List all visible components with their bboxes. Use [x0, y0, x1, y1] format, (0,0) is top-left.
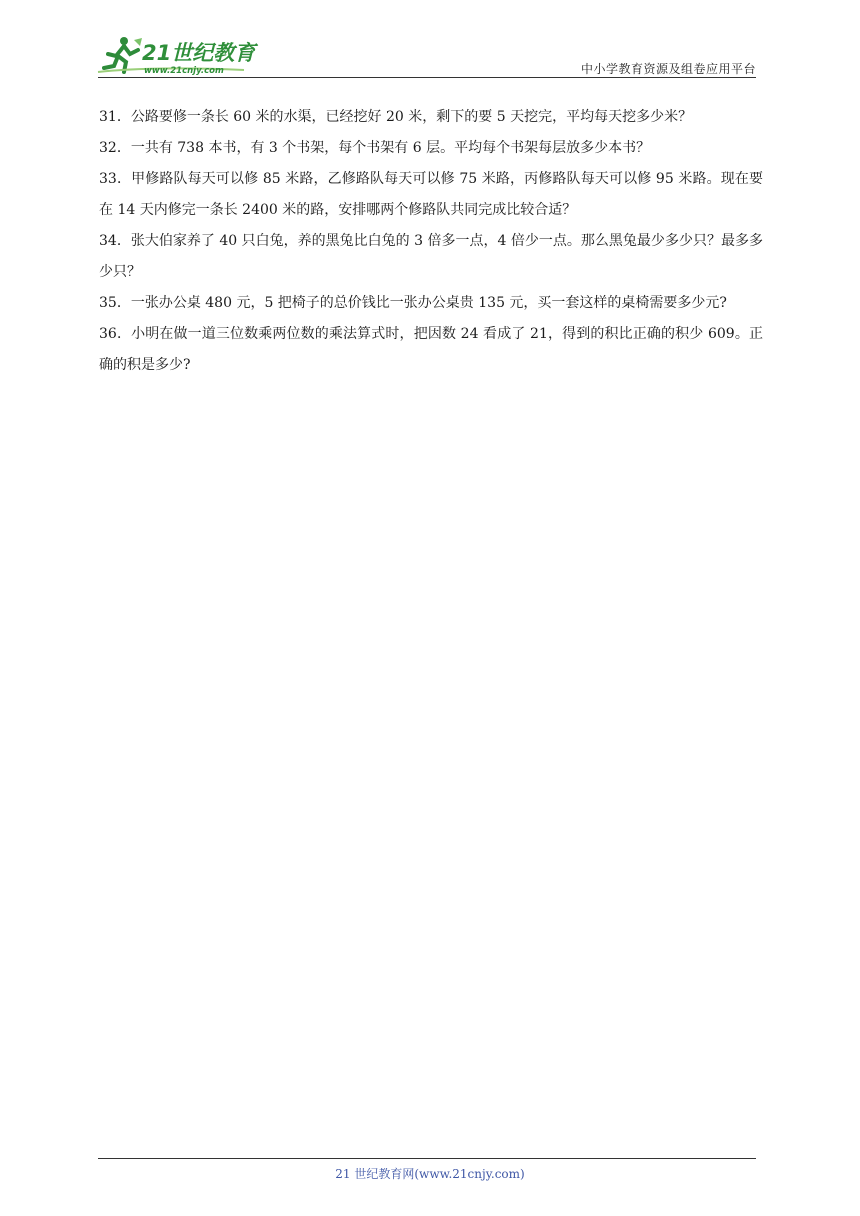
question-34 [99, 226, 763, 288]
footer-link[interactable]: 21 世纪教育网(www.21cnjy.com) [335, 1167, 525, 1181]
question-text: 一张办公桌 480 元，5 把椅子的总价钱比一张办公桌贵 135 元，买一套这样的桌椅需要多少元? [130, 295, 727, 311]
question-list [99, 102, 763, 381]
question-35 [99, 288, 763, 319]
page-header [0, 0, 860, 80]
question-number: 35． [99, 295, 131, 311]
question-33 [99, 164, 763, 226]
question-text: 甲修路队每天可以修 85 米路，乙修路队每天可以修 75 米路，丙修路队每天可以修 95 米路。现在要在 14 天内修完一条长 2400 米的路，安排哪两个修路队共同完成比较合适？ [99, 171, 763, 218]
site-logo[interactable] [94, 32, 264, 78]
question-number: 36． [99, 326, 132, 342]
platform-tagline: 中小学教育资源及组卷应用平台 [580, 62, 756, 76]
question-text: 公路要修一条长 60 米的水渠，已经挖好 20 米，剩下的要 5 天挖完，平均每天挖多少米？ [130, 109, 693, 125]
question-31 [99, 102, 763, 133]
question-number: 32． [99, 140, 131, 156]
runner-logo-icon [94, 32, 264, 78]
footer-divider [98, 1158, 756, 1159]
question-32 [99, 133, 763, 164]
question-number: 34． [99, 233, 131, 249]
header-divider [98, 77, 756, 78]
question-number: 33． [99, 171, 132, 187]
question-36 [99, 319, 763, 381]
question-number: 31． [99, 109, 131, 125]
question-text: 小明在做一道三位数乘两位数的乘法算式时，把因数 24 看成了 21，得到的积比正确的积少 609。正确的积是多少? [99, 326, 763, 373]
question-text: 张大伯家养了 40 只白兔，养的黑兔比白兔的 3 倍多一点，4 倍少一点。那么黑兔最少多少只？最多多少只？ [99, 233, 763, 280]
svg-text:21世纪教育: 21世纪教育 [142, 41, 256, 65]
svg-text:www.21cnjy.com: www.21cnjy.com [144, 66, 224, 76]
question-text: 一共有 738 本书，有 3 个书架，每个书架有 6 层。平均每个书架每层放多少本书？ [130, 140, 651, 156]
